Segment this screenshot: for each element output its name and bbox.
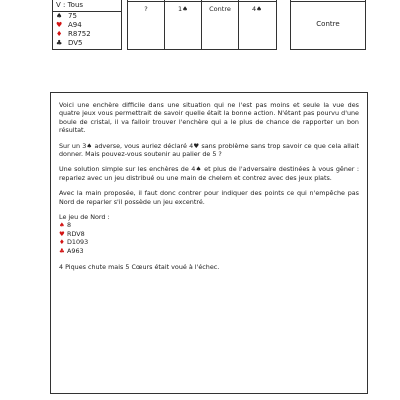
clubs-cards: DV5 bbox=[68, 39, 83, 47]
north-hand-clubs bbox=[59, 247, 359, 255]
hearts-cards: A94 bbox=[68, 21, 82, 29]
answer-box bbox=[290, 0, 366, 50]
bid-north: Contre bbox=[209, 5, 231, 13]
bidding-header-rule bbox=[128, 1, 276, 2]
north-hand-title: Le jeu de Nord : bbox=[59, 213, 110, 222]
spade-icon: ♠ bbox=[56, 12, 63, 20]
answer-label: Contre bbox=[316, 20, 340, 28]
hand-clubs bbox=[56, 39, 83, 48]
club-icon: ♣ bbox=[56, 39, 63, 47]
paragraph-1: Voici une enchère difficile dans une situation qui ne l'est pas moins et seule la vue des quatre jeux vous permettrait de savoir quelle était la bonne action. N'étant pas pourvu d'une boule de cristal, il va falloir trouver l'enchère qui a le plus de chance de rapporter un bon résultat. bbox=[59, 101, 359, 135]
north-hearts-cards: RDV8 bbox=[67, 229, 85, 238]
north-hand-spades bbox=[59, 221, 359, 229]
diamonds-cards: R8752 bbox=[68, 30, 91, 38]
heart-icon: ♥ bbox=[59, 229, 65, 238]
club-icon: ♣ bbox=[59, 246, 65, 255]
bid-west: 1♠ bbox=[178, 5, 188, 13]
paragraph-3: Une solution simple sur les enchères de 4♠ et plus de l'adversaire destinées à vous gêner : reparlez avec un jeu distribué ou une main de chelem et contrez avec des jeux plats. bbox=[59, 165, 359, 182]
explanation-box bbox=[50, 92, 368, 394]
bidding-table bbox=[127, 0, 277, 50]
bid-south: ? bbox=[144, 5, 148, 13]
diamond-icon: ♦ bbox=[56, 30, 63, 38]
spade-icon: ♠ bbox=[59, 221, 65, 230]
paragraph-4: Avec la main proposée, il faut donc contrer pour indiquer des points ce qui n'empêche pas Nord de reparler s'il possède un jeu excentré. bbox=[59, 189, 359, 206]
north-spades-cards: 8 bbox=[67, 221, 72, 230]
north-diamonds-cards: D1093 bbox=[67, 238, 89, 247]
explanation-content bbox=[59, 101, 359, 272]
conclusion: 4 Piques chute mais 5 Cœurs était voué à l'échec. bbox=[59, 263, 220, 272]
hand-diamonds bbox=[56, 30, 91, 39]
heart-icon: ♥ bbox=[56, 21, 63, 29]
vulnerability-label: V : Tous bbox=[56, 1, 84, 9]
paragraph-2: Sur un 3♠ adverse, vous auriez déclaré 4♥ sans problème sans trop savoir ce que cela allait donner. Mais pouvez-vous soutenir au palier de 5 ? bbox=[59, 141, 359, 159]
answer-header-rule bbox=[291, 1, 365, 2]
north-hand-diamonds bbox=[59, 238, 359, 246]
hand-hearts bbox=[56, 21, 82, 30]
north-hand-hearts bbox=[59, 230, 359, 238]
hand-box bbox=[52, 0, 122, 50]
north-clubs-cards: A963 bbox=[67, 246, 84, 255]
bid-east: 4♠ bbox=[252, 5, 262, 13]
diamond-icon: ♦ bbox=[59, 238, 65, 247]
hand-spades bbox=[56, 12, 77, 21]
spades-cards: 75 bbox=[68, 12, 77, 20]
